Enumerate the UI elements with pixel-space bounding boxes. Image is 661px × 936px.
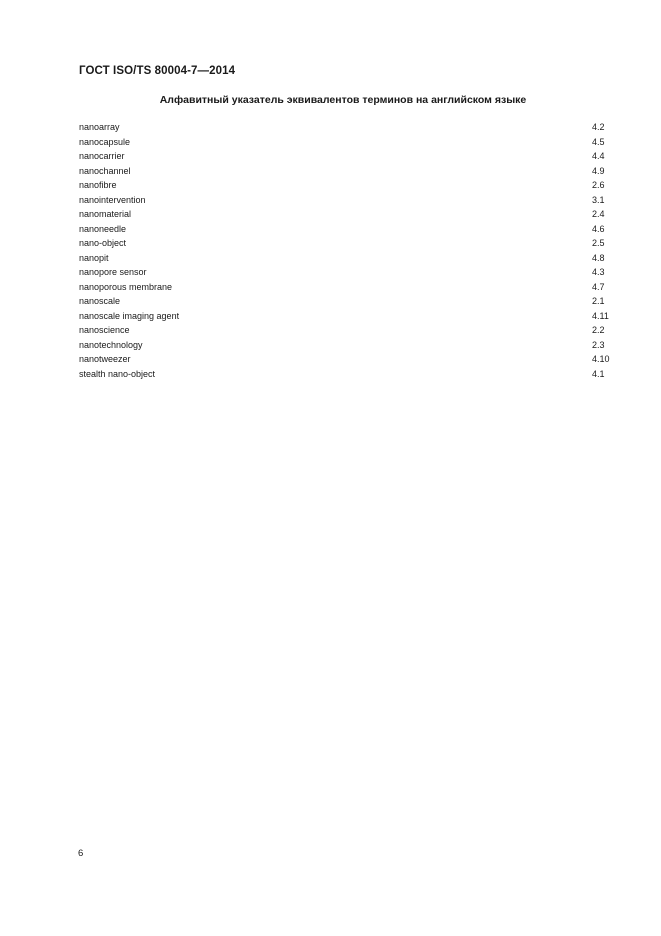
- index-entry: [79, 280, 607, 295]
- index-entry: [79, 338, 607, 353]
- index-term: nanoscale imaging agent: [79, 310, 180, 321]
- index-ref: 4.8: [592, 252, 605, 263]
- index-ref: 4.11: [592, 310, 609, 321]
- index-ref: 4.2: [592, 122, 605, 132]
- index-term: nanoarray: [79, 122, 120, 132]
- index-term: nanomaterial: [79, 209, 132, 219]
- index-ref: 4.3: [592, 267, 605, 277]
- index-entry: [79, 164, 607, 179]
- index-ref: 2.3: [592, 339, 605, 350]
- index-term: nano-object: [79, 238, 127, 248]
- index-ref: 2.2: [592, 325, 605, 335]
- index-ref: 4.7: [592, 281, 605, 292]
- index-term: nanotweezer: [79, 354, 131, 364]
- index-ref: 4.9: [592, 165, 605, 176]
- index-entry: [79, 367, 607, 382]
- index-term: stealth nano-object: [79, 368, 156, 379]
- index-ref: 3.1: [592, 194, 605, 205]
- index-term: nanocarrier: [79, 151, 125, 161]
- index-term: nanofibre: [79, 180, 117, 190]
- index-term: nanoscale: [79, 296, 121, 306]
- index-entry: [79, 265, 607, 280]
- index-term: nanochannel: [79, 165, 131, 176]
- document-header: ГОСТ ISO/TS 80004-7—2014: [79, 65, 236, 77]
- index-entry: [79, 193, 607, 208]
- section-title: Алфавитный указатель эквивалентов терминов на английском языке: [159, 94, 527, 106]
- index-entry: [79, 251, 607, 266]
- index-term: nanotechnology: [79, 339, 143, 350]
- index-term: nanopit: [79, 252, 109, 263]
- index-term: nanocapsule: [79, 136, 131, 147]
- index-term: nanointervention: [79, 194, 146, 205]
- index-entry: [79, 135, 607, 150]
- index-entry: [79, 207, 607, 222]
- index-entry: [79, 294, 607, 309]
- index-ref: 4.10: [592, 354, 610, 364]
- index-entry: [79, 178, 607, 193]
- index-ref: 2.4: [592, 209, 605, 219]
- index-entry: [79, 236, 607, 251]
- index-entry: [79, 120, 607, 135]
- index-ref: 4.5: [592, 136, 605, 147]
- index-term: nanopore sensor: [79, 267, 147, 277]
- index-entry: [79, 222, 607, 237]
- index-entry: [79, 352, 610, 367]
- term-index-list: [79, 120, 610, 381]
- index-entry: [79, 323, 607, 338]
- index-ref: 2.5: [592, 238, 605, 248]
- index-term: nanoneedle: [79, 223, 127, 234]
- index-ref: 2.1: [592, 296, 605, 306]
- page-number: 6: [78, 848, 84, 859]
- index-term: nanoscience: [79, 325, 130, 335]
- index-ref: 4.1: [592, 368, 605, 379]
- index-term: nanoporous membrane: [79, 281, 173, 292]
- index-ref: 4.6: [592, 223, 605, 234]
- index-entry: [79, 149, 607, 164]
- index-entry: [79, 309, 607, 324]
- index-ref: 2.6: [592, 180, 605, 190]
- index-ref: 4.4: [592, 151, 605, 161]
